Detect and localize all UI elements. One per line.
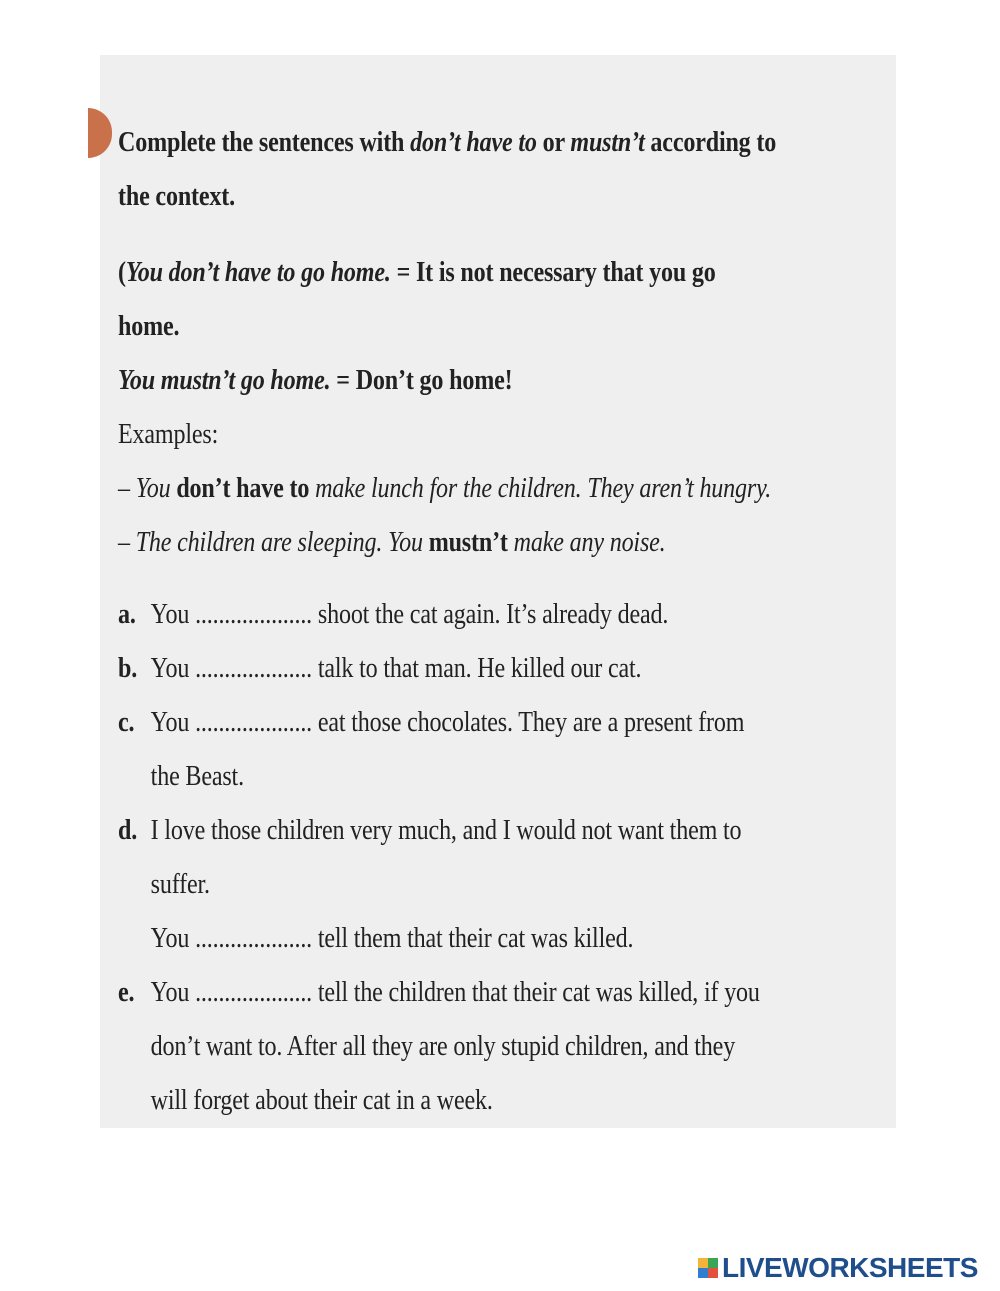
item-letter: c. [118, 707, 135, 738]
example-2: – The children are sleeping. You mustn’t make any noise. [118, 527, 666, 558]
item-text-cont: You .................... tell them that their cat was killed. [150, 923, 634, 954]
item-text-cont: the Beast. [150, 761, 244, 792]
item-letter: a. [118, 599, 136, 630]
examples-label: Examples: [118, 419, 219, 450]
exercise-item-d [118, 804, 782, 966]
item-text: You .................... shoot the cat again. It’s already dead. [150, 599, 669, 630]
liveworksheets-logo-icon [698, 1258, 718, 1278]
exercise-item-b [118, 642, 782, 696]
example-1: – You don’t have to make lunch for the children. They aren’t hungry. [118, 473, 772, 504]
instructions: Complete the sentences with don’t have to or mustn’t according to [118, 127, 777, 158]
item-letter: e. [118, 977, 135, 1008]
exercise-item-a [118, 588, 782, 642]
item-text: You .................... eat those chocolates. They are a present from [150, 707, 745, 738]
item-text: You .................... tell the children that their cat was killed, if you [150, 977, 760, 1008]
item-letter: d. [118, 815, 138, 846]
item-text: You .................... talk to that man. He killed our cat. [150, 653, 642, 684]
item-text-cont: will forget about their cat in a week. [150, 1085, 493, 1116]
instructions-line-2: the context. [118, 181, 235, 212]
liveworksheets-logo [698, 1253, 978, 1283]
liveworksheets-brand: LIVEWORKSHEETS [722, 1252, 978, 1283]
exercise-item-c [118, 696, 782, 804]
item-letter: b. [118, 653, 138, 684]
rule-line-1: (You don’t have to go home. = It is not necessary that you go home. [118, 257, 716, 342]
item-text: I love those children very much, and I would not want them to suffer. [150, 815, 742, 900]
exercise-item-e [118, 966, 782, 1128]
worksheet-content [118, 116, 782, 1128]
item-text-cont: don’t want to. After all they are only stupid children, and they [150, 1031, 736, 1062]
rule-line-2: You mustn’t go home. = Don’t go home! [118, 365, 513, 396]
